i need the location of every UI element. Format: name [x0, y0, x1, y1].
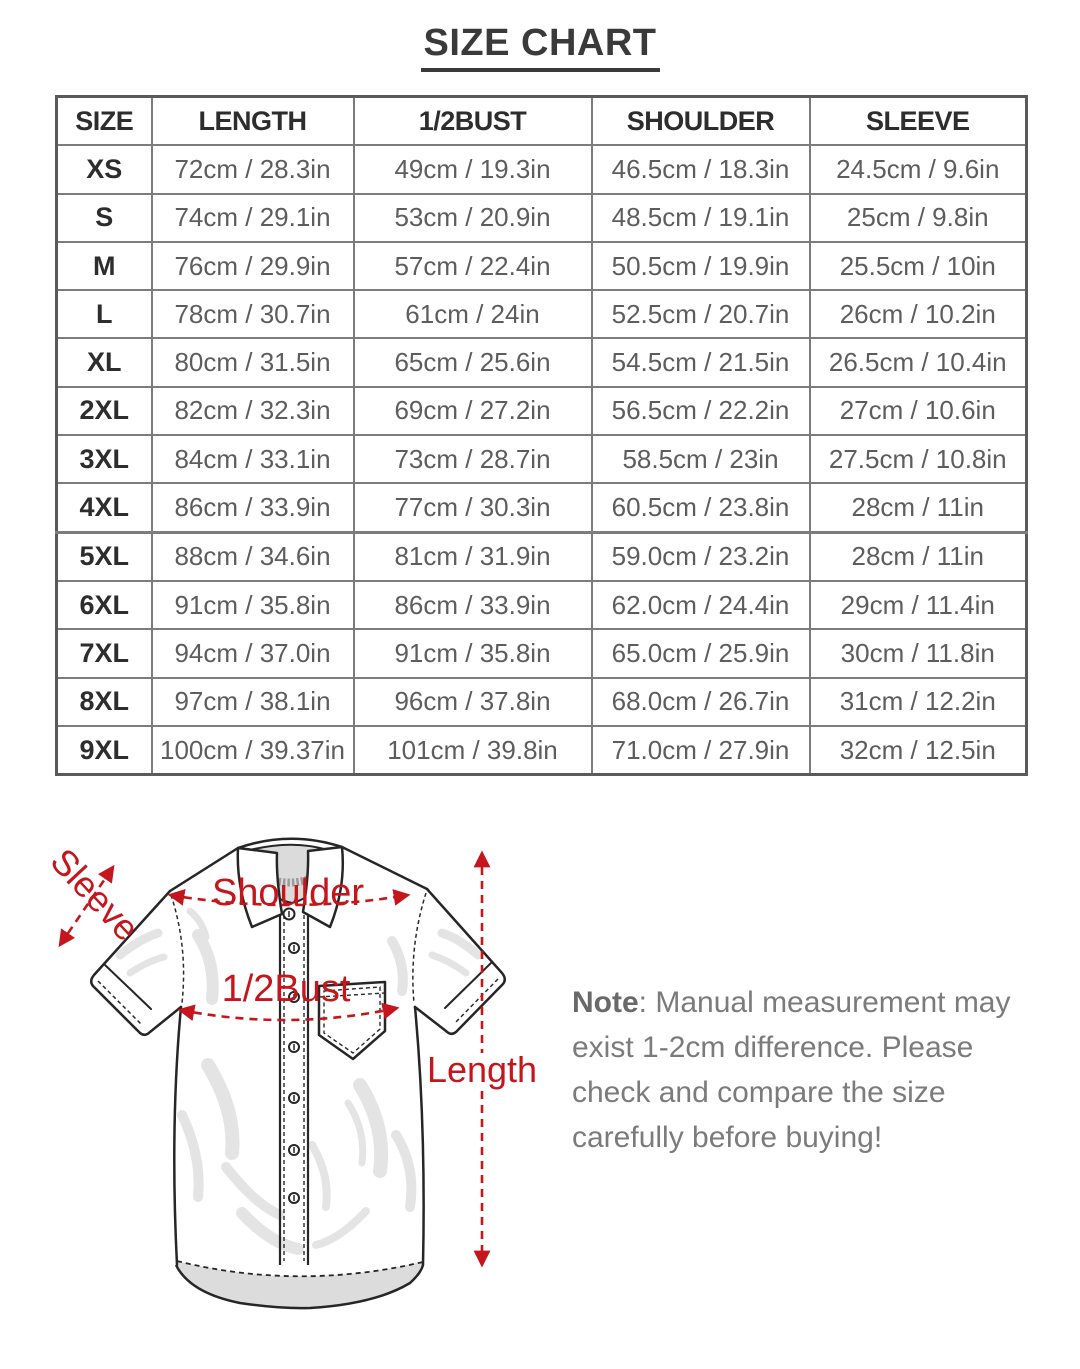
- bust-label: 1/2Bust: [221, 968, 351, 1010]
- note-line: exist 1-2cm difference. Please: [572, 1031, 974, 1064]
- bust-cell: 57cm / 22.4in: [354, 242, 592, 290]
- size-cell: 4XL: [57, 483, 152, 532]
- length-cell: 80cm / 31.5in: [152, 338, 354, 386]
- shirt-hem: [176, 1261, 423, 1308]
- table-row-4xl: [57, 483, 1027, 532]
- bust-cell: 96cm / 37.8in: [354, 678, 592, 726]
- length-cell: 86cm / 33.9in: [152, 483, 354, 532]
- length-cell: 91cm / 35.8in: [152, 581, 354, 629]
- bust-cell: 81cm / 31.9in: [354, 532, 592, 581]
- shoulder-cell: 59.0cm / 23.2in: [592, 532, 810, 581]
- sleeve-cell: 30cm / 11.8in: [810, 629, 1027, 677]
- size-table: [55, 95, 1028, 776]
- sleeve-cell: 25cm / 9.8in: [810, 194, 1027, 242]
- table-row-6xl: [57, 581, 1027, 629]
- column-header-length: LENGTH: [152, 97, 354, 146]
- note-label: Note: [572, 986, 639, 1019]
- table-row-s: [57, 194, 1027, 242]
- column-header-bust: 1/2BUST: [354, 97, 592, 146]
- shoulder-cell: 62.0cm / 24.4in: [592, 581, 810, 629]
- shoulder-cell: 48.5cm / 19.1in: [592, 194, 810, 242]
- length-cell: 88cm / 34.6in: [152, 532, 354, 581]
- shoulder-cell: 68.0cm / 26.7in: [592, 678, 810, 726]
- sleeve-cell: 26.5cm / 10.4in: [810, 338, 1027, 386]
- length-cell: 84cm / 33.1in: [152, 435, 354, 483]
- bust-cell: 77cm / 30.3in: [354, 483, 592, 532]
- sleeve-cell: 27cm / 10.6in: [810, 387, 1027, 435]
- sleeve-cell: 24.5cm / 9.6in: [810, 145, 1027, 193]
- sleeve-cell: 29cm / 11.4in: [810, 581, 1027, 629]
- bust-cell: 61cm / 24in: [354, 290, 592, 338]
- sleeve-cell: 25.5cm / 10in: [810, 242, 1027, 290]
- size-cell: XL: [57, 338, 152, 386]
- length-cell: 100cm / 39.37in: [152, 726, 354, 775]
- shirt-measurement-diagram: [30, 815, 570, 1363]
- note-line: check and compare the size: [572, 1076, 946, 1109]
- shoulder-cell: 71.0cm / 27.9in: [592, 726, 810, 775]
- length-cell: 78cm / 30.7in: [152, 290, 354, 338]
- table-row-5xl: [57, 532, 1027, 581]
- length-label: Length: [426, 1049, 538, 1090]
- bust-cell: 49cm / 19.3in: [354, 145, 592, 193]
- size-cell: 6XL: [57, 581, 152, 629]
- shoulder-cell: 46.5cm / 18.3in: [592, 145, 810, 193]
- note-text: : Manual measurement may: [638, 986, 1011, 1019]
- size-cell: XS: [57, 145, 152, 193]
- size-cell: 2XL: [57, 387, 152, 435]
- shoulder-cell: 54.5cm / 21.5in: [592, 338, 810, 386]
- bust-cell: 86cm / 33.9in: [354, 581, 592, 629]
- sleeve-cell: 32cm / 12.5in: [810, 726, 1027, 775]
- size-cell: 5XL: [57, 532, 152, 581]
- length-cell: 72cm / 28.3in: [152, 145, 354, 193]
- length-cell: 82cm / 32.3in: [152, 387, 354, 435]
- bust-cell: 65cm / 25.6in: [354, 338, 592, 386]
- column-header-sleeve: SLEEVE: [810, 97, 1027, 146]
- sleeve-cell: 27.5cm / 10.8in: [810, 435, 1027, 483]
- table-row-8xl: [57, 678, 1027, 726]
- page-title: [0, 22, 1080, 72]
- size-cell: 8XL: [57, 678, 152, 726]
- shoulder-cell: 65.0cm / 25.9in: [592, 629, 810, 677]
- sleeve-label: Sleeve: [42, 840, 148, 949]
- buttons: [284, 909, 300, 1204]
- size-cell: 7XL: [57, 629, 152, 677]
- page-title-text: SIZE CHART: [421, 22, 660, 72]
- bust-cell: 73cm / 28.7in: [354, 435, 592, 483]
- bust-cell: 101cm / 39.8in: [354, 726, 592, 775]
- length-cell: 97cm / 38.1in: [152, 678, 354, 726]
- shoulder-cell: 52.5cm / 20.7in: [592, 290, 810, 338]
- note-line: carefully before buying!: [572, 1121, 883, 1154]
- shoulder-cell: 56.5cm / 22.2in: [592, 387, 810, 435]
- column-header-size: SIZE: [57, 97, 152, 146]
- size-cell: L: [57, 290, 152, 338]
- bust-cell: 53cm / 20.9in: [354, 194, 592, 242]
- size-cell: M: [57, 242, 152, 290]
- table-row-xs: [57, 145, 1027, 193]
- sleeve-cell: 26cm / 10.2in: [810, 290, 1027, 338]
- size-cell: 9XL: [57, 726, 152, 775]
- bust-cell: 91cm / 35.8in: [354, 629, 592, 677]
- table-row-2xl: [57, 387, 1027, 435]
- measurement-note: [572, 980, 1064, 1160]
- length-cell: 74cm / 29.1in: [152, 194, 354, 242]
- table-row-9xl: [57, 726, 1027, 775]
- length-cell: 76cm / 29.9in: [152, 242, 354, 290]
- sleeve-cell: 31cm / 12.2in: [810, 678, 1027, 726]
- note-line: [572, 980, 1064, 1025]
- placket: [280, 911, 308, 1265]
- table-row-7xl: [57, 629, 1027, 677]
- size-cell: 3XL: [57, 435, 152, 483]
- header-row: [57, 97, 1027, 146]
- sleeve-cell: 28cm / 11in: [810, 483, 1027, 532]
- sleeve-cell: 28cm / 11in: [810, 532, 1027, 581]
- shoulder-label: Shoulder: [211, 872, 365, 914]
- table-row-m: [57, 242, 1027, 290]
- table-row-xl: [57, 338, 1027, 386]
- shoulder-cell: 60.5cm / 23.8in: [592, 483, 810, 532]
- length-cell: 94cm / 37.0in: [152, 629, 354, 677]
- column-header-shoulder: SHOULDER: [592, 97, 810, 146]
- shoulder-cell: 58.5cm / 23in: [592, 435, 810, 483]
- bust-cell: 69cm / 27.2in: [354, 387, 592, 435]
- size-cell: S: [57, 194, 152, 242]
- table-row-l: [57, 290, 1027, 338]
- table-row-3xl: [57, 435, 1027, 483]
- shoulder-cell: 50.5cm / 19.9in: [592, 242, 810, 290]
